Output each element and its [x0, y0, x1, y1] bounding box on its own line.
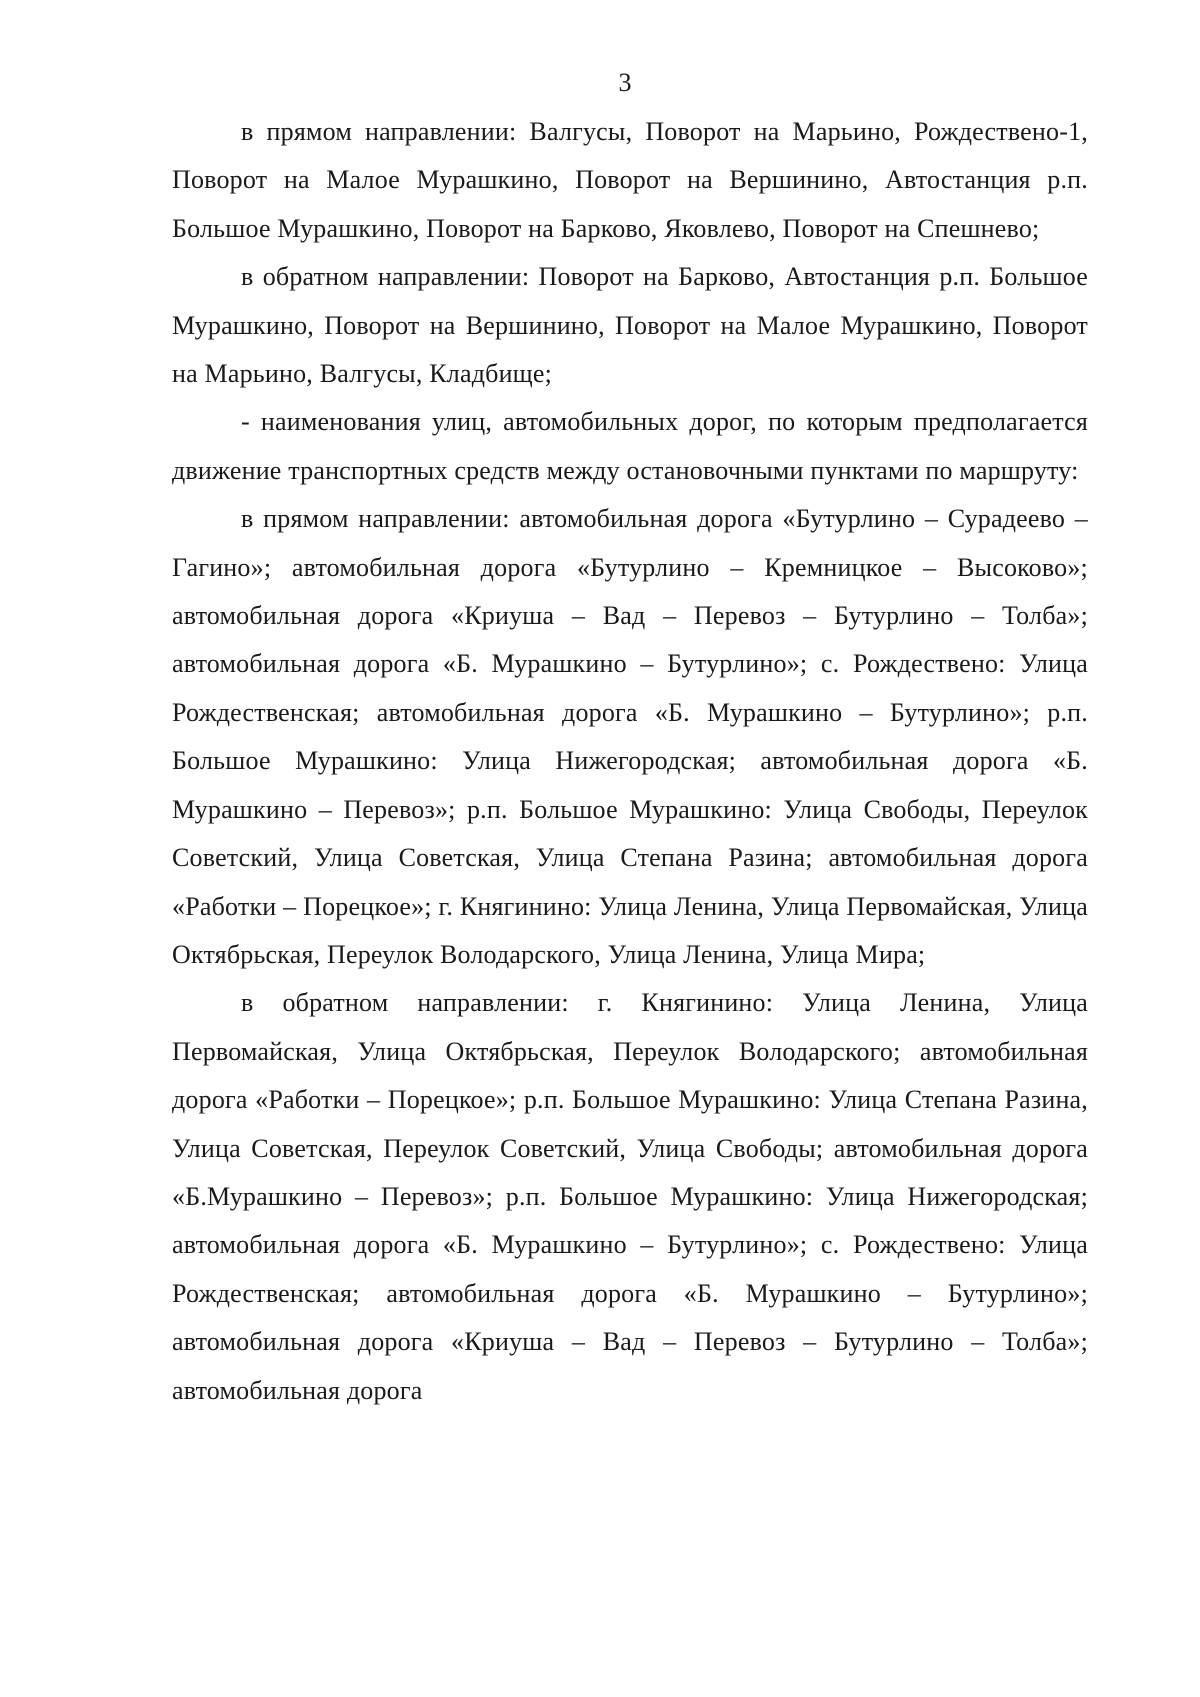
paragraph-return-roads: в обратном направлении: г. Княгинино: Улица Ленина, Улица Первомайская, Улица Октябрьская, Переулок Володарского; автомобильная дорога «Работки – Порецкое»; р.п. Большое Мурашкино: Улица Степана Разина, Улица Советская, Переулок Советский, Улица Свободы; автомобильная дорога «Б.Мурашкино – Перевоз»; р.п. Большое Мурашкино: Улица Нижегородская; автомобильная дорога «Б. Мурашкино – Бутурлино»; с. Рождествено: Улица Рождественская; автомобильная дорога «Б. Мурашкино – Бутурлино»; автомобильная дорога «Криуша – Вад – Перевоз – Бутурлино – Толба»; автомобильная дорога: [172, 988, 1088, 1405]
paragraph-direct-stops: в прямом направлении: Валгусы, Поворот на Марьино, Рождествено-1, Поворот на Малое Мурашкино, Поворот на Вершинино, Автостанция р.п. Большое Мурашкино, Поворот на Барково, Яковлево, Поворот на Спешнево;: [172, 117, 1088, 243]
document-body: [172, 108, 1088, 1415]
paragraph-return-stops: в обратном направлении: Поворот на Барково, Автостанция р.п. Большое Мурашкино, Поворот на Вершинино, Поворот на Малое Мурашкино, Поворот на Марьино, Валгусы, Кладбище;: [172, 262, 1088, 389]
paragraph-direct-roads: в прямом направлении: автомобильная дорога «Бутурлино – Сурадеево – Гагино»; автомобильная дорога «Бутурлино – Кремницкое – Высоково»; автомобильная дорога «Криуша – Вад – Перевоз – Бутурлино – Толба»; автомобильная дорога «Б. Мурашкино – Бутурлино»; с. Рождествено: Улица Рождественская; автомобильная дорога «Б. Мурашкино – Бутурлино»; р.п. Большое Мурашкино: Улица Нижегородская; автомобильная дорога «Б. Мурашкино – Перевоз»; р.п. Большое Мурашкино: Улица Свободы, Переулок Советский, Улица Советская, Улица Степана Разина; автомобильная дорога «Работки – Порецкое»; г. Княгинино: Улица Ленина, Улица Первомайская, Улица Октябрьская, Переулок Володарского, Улица Ленина, Улица Мира;: [172, 504, 1088, 969]
page-number: 3: [618, 68, 632, 97]
paragraph-streets-heading: - наименования улиц, автомобильных дорог, по которым предполагается движение транспортных средств между остановочными пунктами по маршруту:: [172, 407, 1088, 485]
